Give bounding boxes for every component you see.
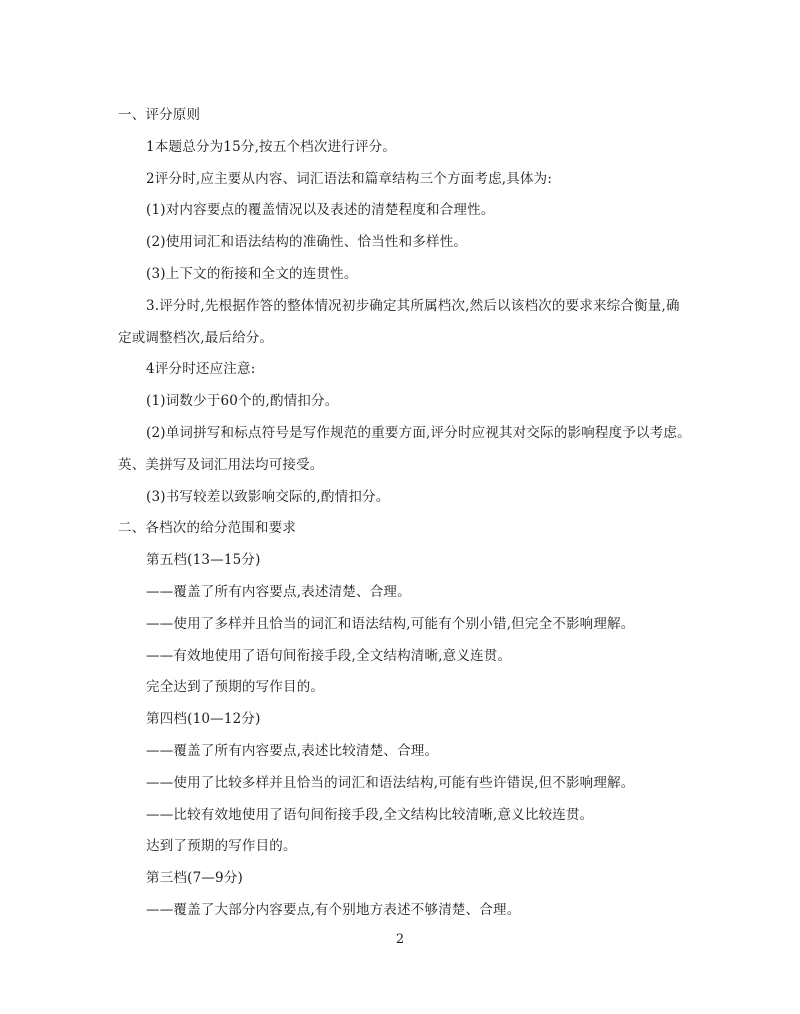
paragraph-note-spelling-line1: (2)单词拼写和标点符号是写作规范的重要方面,评分时应视其对交际的影响程度予以考虑。: [146, 424, 691, 441]
paragraph-notes: 4评分时还应注意:: [146, 361, 256, 378]
paragraph-aspect-vocabulary: (2)使用词汇和语法结构的准确性、恰当性和多样性。: [146, 234, 468, 251]
level-5-point: ——覆盖了所有内容要点,表述清楚、合理。: [146, 583, 411, 600]
section-heading-score-levels: 二、各档次的给分范围和要求: [118, 520, 297, 537]
paragraph-note-spelling-line2: 英、美拼写及词汇用法均可接受。: [118, 456, 324, 473]
paragraph-note-word-count: (1)词数少于60个的,酌情扣分。: [146, 393, 339, 410]
document-body: [118, 100, 690, 927]
level-title-3: 第三档(7—9分): [146, 870, 244, 887]
level-title-5: 第五档(13—15分): [146, 552, 261, 569]
level-5-summary: 完全达到了预期的写作目的。: [146, 679, 325, 696]
level-4-summary: 达到了预期的写作目的。: [146, 838, 297, 855]
paragraph-scoring-aspects: 2评分时,应主要从内容、词汇语法和篇章结构三个方面考虑,具体为:: [146, 170, 553, 187]
page-number: 2: [395, 932, 405, 947]
level-4-point: ——比较有效地使用了语句间衔接手段,全文结构比较清晰,意义比较连贯。: [146, 806, 594, 823]
paragraph-note-handwriting: (3)书写较差以致影响交际的,酌情扣分。: [146, 488, 390, 505]
level-4-point: ——覆盖了所有内容要点,表述比较清楚、合理。: [146, 742, 439, 759]
paragraph-aspect-coherence: (3)上下文的衔接和全文的连贯性。: [146, 265, 358, 282]
level-5-point: ——使用了多样并且恰当的词汇和语法结构,可能有个别小错,但完全不影响理解。: [146, 615, 635, 632]
level-3-point: ——覆盖了大部分内容要点,有个别地方表述不够清楚、合理。: [146, 901, 521, 918]
paragraph-scoring-procedure-line2: 定或调整档次,最后给分。: [118, 329, 274, 346]
paragraph-total-score: 1本题总分为15分,按五个档次进行评分。: [146, 138, 397, 155]
paragraph-scoring-procedure-line1: 3.评分时,先根据作答的整体情况初步确定其所属档次,然后以该档次的要求来综合衡量,确: [146, 297, 680, 314]
level-title-4: 第四档(10—12分): [146, 711, 261, 728]
level-5-point: ——有效地使用了语句间衔接手段,全文结构清晰,意义连贯。: [146, 647, 512, 664]
level-4-point: ——使用了比较多样并且恰当的词汇和语法结构,可能有些许错误,但不影响理解。: [146, 774, 635, 791]
section-heading-scoring-principles: 一、评分原则: [118, 107, 201, 123]
paragraph-aspect-content: (1)对内容要点的覆盖情况以及表述的清楚程度和合理性。: [146, 202, 495, 219]
